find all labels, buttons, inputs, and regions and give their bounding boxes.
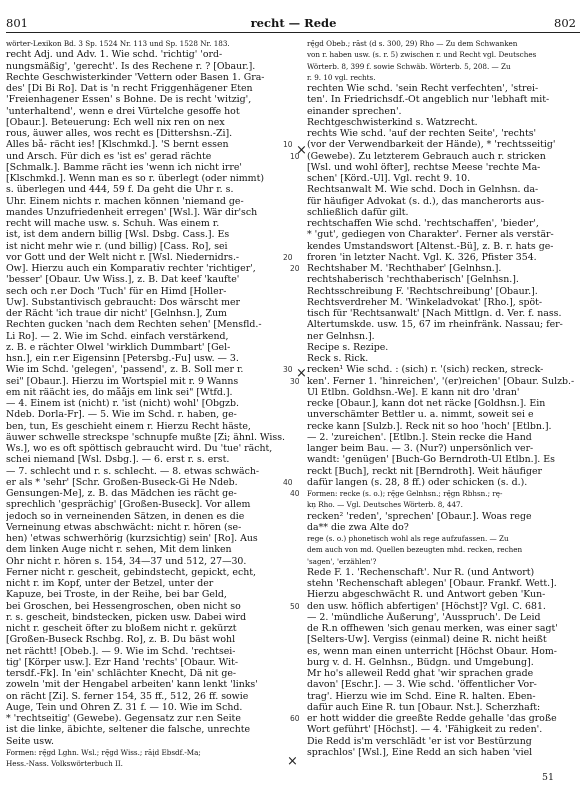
text-line: für häufiger Advokat (s. d.), das mancherorts aus-	[307, 195, 545, 207]
text-line: recht will mache usw. s. Schuh. Was einem r.	[6, 218, 220, 229]
line-number: 40	[283, 477, 293, 487]
page-number-right: 802	[554, 16, 576, 30]
text-line: [Obaur.]. Beteuerung: Ech well nix ren on nex	[6, 116, 225, 128]
text-line: recken² 'reden', 'sprechen' [Obaur.]. Woas rege	[307, 510, 532, 522]
margin-mark: ×	[296, 143, 307, 158]
text-line: Recipe s. Rezipe.	[307, 341, 389, 353]
text-line: rechtshaberisch 'rechthaberisch' [Gelnhsn.].	[307, 274, 519, 286]
text-line: rechtschaffen Wie schd. 'rechtschaffen', 'bieder',	[307, 218, 539, 229]
text-line: hen) 'etwas schwerhörig (kurzsichtig) sein' [Ro]. Aus	[6, 533, 258, 544]
running-head: recht — Rede	[250, 16, 337, 30]
line-number: 40	[290, 489, 300, 498]
page-number-left: 801	[6, 16, 28, 30]
text-line: nicht r. im Kopf, unter der Betzel, unter der	[6, 578, 214, 589]
text-line: er hott widder die greeßte Redde gehalle 'das große	[307, 713, 557, 724]
text-line: * 'gut', gediegen von Charakter'. Ferner als verstär-	[307, 229, 554, 241]
text-line: sech och r.er Doch 'Tuch' für en Himd [Holler-	[6, 285, 227, 297]
text-line: 'unterhaltend', wenn e drei Vürtelche gesoffe hot	[6, 105, 240, 117]
text-line: recke kann [Sulzb.]. Reck nit so hoo 'hoch' [Etlbn.].	[307, 420, 552, 432]
text-line: nungsmäßig', 'gerecht'. Is des Rechene r. ? [Obaur.].	[6, 60, 256, 72]
text-line: on rächt [Zi]. S. ferner 154, 35 ff., 512, 26 ff. sowie	[6, 690, 249, 702]
text-line: [Selters-Uw]. Vergiss (einmal) deine R. nicht heißt	[307, 634, 547, 646]
text-line: sei" [Obaur.]. Hierzu im Wortspiel mit r. 9 Wanns	[6, 375, 239, 387]
text-line: von r. haben usw. (s. r. 5) zwischen r. und Recht vgl. Deutsches	[307, 50, 537, 60]
text-line: Rechtgeschwisterkind s. Watzrecht.	[307, 116, 478, 128]
text-line: Rechtsschreibung F. 'Rechtschreibung' [Obaur.].	[307, 285, 538, 297]
text-line: 'besser' [Obaur. Uw Wiss.], z. B. Dat keef 'kaufte'	[6, 274, 240, 286]
line-number: 20	[290, 264, 300, 273]
right-column	[307, 38, 580, 758]
footer-page-number: 51	[542, 772, 554, 783]
text-line: net rächtt! [Obeb.]. — 9. Wie im Schd. 'rechtsei-	[6, 645, 236, 657]
text-line: Ferner nicht r. gescheit, gebindstecht, gepickt, echt,	[6, 566, 256, 578]
text-line: mandes Unzufriedenheit erregen' [Wsl.]. Wär dir'sch	[6, 206, 258, 218]
text-line: es, wenn man einen unterricht [Höchst Obaur. Hom-	[307, 645, 557, 657]
text-line: er als * 'sehr' [Schr. Großen-Buseck-Gi He Ndeb.	[6, 476, 238, 488]
header-rule	[6, 32, 580, 33]
text-line: [Großen-Buseck Rschbg. Ro], z. B. Du bäst wohl	[6, 634, 236, 646]
text-line: Formen: recke (s. o.); rę̄ge Gelnhsn.; rę̄gn Rbhsn.; rę-	[307, 489, 503, 498]
text-line: Ndeb. Dorla-Fr]. — 5. Wie im Schd. r. haben, ge-	[6, 409, 237, 421]
text-line: zoweln 'mit der Hengabel arbeiten' kann lenkt 'links'	[6, 679, 258, 691]
text-line: ten'. In Friedrichsdf.-Ot angeblich nur 'lebhaft mit-	[307, 94, 550, 106]
text-line: Rechtshaber M. 'Rechthaber' [Gelnhsn.].	[307, 263, 502, 274]
text-line: de R.n offhewen 'sich genau merken, was einer sagt'	[307, 623, 558, 634]
text-line: Wort geführt' [Höchst]. — 4. 'Fähigkeit zu reden'.	[307, 724, 543, 736]
text-line: — 2. 'zureichen'. [Etlbn.]. Stein recke die Hand	[307, 431, 532, 443]
text-line: dafür langen (s. 28, 8 ff.) oder schicken (s. d.).	[307, 476, 528, 488]
text-line: langer beim Bau. — 3. (Nur?) unpersönlich ver-	[307, 443, 534, 454]
text-line: unverschämter Bettler u. a. nimmt, soweit sei e	[307, 409, 534, 421]
text-line: reckt [Buch], reckt nit [Berndroth]. Weit häufiger	[307, 465, 542, 477]
text-line: hsn.], ein r.er Eigensinn [Petersbg.-Fu] usw. — 3.	[6, 353, 239, 364]
text-line: tersdf.-Fk]. In 'ein' schlächter Knecht, Dä nit ge-	[6, 668, 237, 679]
text-line: recken¹ Wie schd. : (sich) r. '(sich) recken, streck-	[307, 364, 544, 376]
text-line: — 4. Einem ist (nicht) r. 'ist (nicht) wohl' [Obgzb.	[6, 398, 239, 409]
text-line: tisch für 'Rechtsanwalt' [Nach Mittlgn. d. Ver. f. nass.	[307, 308, 562, 319]
text-line: und Arsch. Für dich es 'ist es' gerad rächte	[6, 150, 212, 162]
text-line: Rechtsverdreher M. 'Winkeladvokat' [Rho.], spöt-	[307, 296, 543, 308]
text-line: da** die zwa Alte do?	[307, 521, 409, 533]
text-line: Rechtsanwalt M. Wie schd. Doch in Gelnhsn. da-	[307, 184, 539, 196]
margin-mark: ×	[287, 754, 298, 769]
text-line: ist, ist dem andern billig [Wsl. Dsbg. Cass.]. Es	[6, 229, 230, 241]
text-line: Die Redd is'm verschlädt 'er ist vor Bestürzung	[307, 735, 532, 747]
text-line: ben, tun, Es geschieht einem r. Hierzu Recht häste,	[6, 420, 251, 432]
text-line: wörter-Lexikon Bd. 3 Sp. 1524 Nr. 113 und Sp. 1528 Nr. 183.	[6, 39, 230, 48]
line-number: 50	[290, 601, 300, 611]
text-line: Ow]. Hierzu auch ein Komparativ rechter 'richtiger',	[6, 263, 256, 274]
text-line: dem auch von md. Quellen bezeugten mhd. recken, rechen	[307, 545, 523, 555]
line-number: 20	[283, 252, 293, 262]
text-line: sprachlos' [Wsl.], Eine Redd an sich haben 'viel	[307, 746, 533, 758]
text-line: Wörterb. 8, 399 f. sowie Schwäb. Wörterb. 5, 208. — Zu	[307, 61, 511, 71]
text-line: wandt: 'genügen' [Buch-Go Berndroth-Ul Etlbn.]. Es	[307, 454, 555, 466]
text-line: rous, äuwer alles, wos recht es [Dittershsn.-Zi].	[6, 128, 233, 139]
text-line: kendes Umstandswort [Altenst.-Bü], z. B. r. hats ge-	[307, 240, 554, 252]
text-line: [Klschmkd.]. Wenn man es so r. überlegt (oder nimmt)	[6, 173, 265, 184]
line-number: 30	[290, 376, 300, 386]
text-line: jedoch so in verneinenden Sätzen, in denen es die	[6, 510, 245, 522]
text-line: 'sagen', 'erzählen'?	[307, 556, 377, 566]
line-number: 30	[283, 365, 293, 375]
text-line: (vor der Verwendbarkeit der Hände), * 'rechtsseitig'	[307, 139, 556, 151]
text-line: ist die linke, äbichte, seltener die falsche, unrechte	[6, 724, 251, 736]
text-line: dem linken Auge nicht r. sehen, Mit dem linken	[6, 544, 232, 556]
text-line: schei niemand [Wsl. Dsbg.]. — 6. erst r. s. erst.	[6, 454, 230, 466]
text-line: Reck s. Rick.	[307, 353, 369, 364]
text-line: ist nicht mehr wie r. (und billig) [Cass. Ro], sei	[6, 240, 228, 252]
text-line: [Wsl. und wohl öfter], rechtse Meese 'rechte Ma-	[307, 161, 541, 173]
text-line: Ul Etlbn. Goldhsn.-We]. E kann nit dro 'dran'	[307, 386, 520, 398]
text-line: rę̄gd Obeb.; rāst (d s. 300, 29) Rho — Zu dem Schwanken	[307, 39, 518, 48]
text-line: Alles bå- rächt ies! [Klschmkd.]. 'S bernt essen	[6, 139, 229, 151]
text-line: r. 9. 10 vgl. rechts.	[307, 72, 376, 82]
text-line: kņ Rho. — Vgl. Deutsches Wörterb. 8, 447.	[307, 500, 463, 510]
text-line: Ws.], wo es oft spöttisch gebraucht wird. Du 'tue' rächt,	[6, 443, 273, 454]
text-line: Rede F. 1. 'Rechenschaft'. Nur R. (und Antwort)	[307, 566, 535, 578]
text-line: Auge, Tein und Ohren Z. 31 f. — 10. Wie im Schd.	[6, 701, 243, 713]
text-line: 'Freienhagener Essen' s Bohne. De is recht 'witzig',	[6, 94, 252, 106]
text-line: z. B. e rächter Olwel 'wirklich Dummbart' [Gel-	[6, 341, 231, 353]
text-line: Altertumskde. usw. 15, 67 im rheinfränk. Nassau; fer-	[307, 319, 563, 331]
text-line: tig' [Körper usw.]. Ezr Hand 'rechts' [Obaur. Wit-	[6, 656, 239, 668]
margin-mark: ×	[296, 366, 307, 381]
text-line: [Schmalk.]. Bamme rächt ies 'wenn ich nicht irre'	[6, 161, 242, 173]
text-line: Gensungen-Me], z. B. das Mädchen ies rächt ge-	[6, 488, 237, 499]
text-line: einander sprechen'.	[307, 105, 402, 117]
text-line: den usw. höflich abfertigen' [Höchst]? Vgl. C. 681.	[307, 600, 546, 612]
text-line: ner Gelnhsn.].	[307, 330, 375, 342]
text-line: sprechlich 'gesprächig' [Großen-Buseck]. Vor allem	[6, 499, 251, 511]
text-line: recht Adj. und Adv. 1. Wie schd. 'richtig' 'ord-	[6, 49, 223, 61]
text-line: Formen: rę̄gd Lghn. Wsl.; rę̄gd Wiss.; rāįd Ebsdf.-Ma;	[6, 747, 201, 757]
text-line: der Rächt 'ich traue dir nicht' [Gelnhsn.], Zum	[6, 308, 227, 319]
text-line: schließlich dafür gilt.	[307, 206, 409, 218]
text-line: schen' [Körd.-Ul]. Vgl. recht 9. 10.	[307, 173, 471, 184]
text-line: Rechten gucken 'nach dem Rechten sehen' [Mensfld.-	[6, 319, 262, 331]
text-line: des' [Di Bi Ro]. Dat is 'n recht Friggenhägener Eten	[6, 83, 253, 94]
text-line: Verneinung etwas abschwächt: nicht r. hören (se-	[6, 521, 242, 533]
text-line: rechts Wie schd. 'auf der rechten Seite', 'rechts'	[307, 128, 537, 139]
text-line: dafür auch Eine R. tun [Obaur. Nst.]. Scherzhaft:	[307, 701, 541, 713]
text-line: Seite usw.	[6, 735, 55, 747]
text-line: Hierzu abgeschwächt R. und Antwort geben 'Kun-	[307, 589, 546, 601]
text-line: davon' [Eschr.]. — 3. Wie schd. 'öffentlicher Vor-	[307, 679, 537, 691]
text-line: stehn 'Rechenschaft ablegen' [Obaur. Frankf. Wett.].	[307, 578, 557, 589]
text-line: Kapuze, bei Troste, in der Reihe, bei bar Geld,	[6, 589, 227, 601]
text-line: trag'. Hierzu wie im Schd. Eine R. halten. Eben-	[307, 690, 536, 702]
text-line: froren 'in letzter Nacht. Vgl. K. 326, Pfister 354.	[307, 251, 537, 263]
text-line: Wie im Schd. 'gelegen', 'passend', z. B. Soll mer r.	[6, 364, 244, 376]
text-line: recke [Obaur.], kann dot net räcke [Goldhsn.]. Ein	[307, 398, 546, 409]
text-line: vor Gott und der Welt nicht r. [Wsl. Niedernidrs.-	[6, 251, 240, 263]
text-line: burg v. d. H. Gelnhsn., Büdgn. und Umgebung].	[307, 656, 534, 668]
text-line: rege (s. o.) phonetisch wohl als rege aufzufassen. — Zu	[307, 534, 509, 543]
text-line: äuwer schwelle streckspe 'schnupfe mußte [Zi; ähnl. Wiss.	[6, 431, 285, 443]
text-line: r. s. gescheit, bindstecken, picken usw. Dabei wird	[6, 611, 247, 623]
text-line: ken'. Ferner 1. 'hinreichen', '(er)reichen' [Obaur. Sulzb.-	[307, 375, 575, 387]
text-line: Uhr. Einem nichts r. machen können 'niemand ge-	[6, 195, 244, 207]
text-line: Mr ho's alleweil Redd ghat 'wir sprachen grade	[307, 668, 534, 679]
text-line: s. überlegen und 444, 59 f. Da geht die Uhr r. s.	[6, 184, 234, 196]
text-line: Uw]. Substantivisch gebraucht: Dos wärscht mer	[6, 296, 241, 308]
text-line: Hess.-Nass. Volkswörterbuch II.	[6, 759, 123, 768]
text-line: nicht r. gescheit öfter zu bloßem nicht r. gekürzt	[6, 623, 237, 634]
text-line: Rechte Geschwisterkinder 'Vettern oder Basen 1. Gra-	[6, 71, 265, 83]
text-line: Li Ro]. — 2. Wie im Schd. einfach verstärkend,	[6, 330, 229, 342]
text-line: em nit räächt ies, do mååjs em link sei" [Wtfd.].	[6, 386, 233, 398]
text-line: (Gewebe). Zu letzterem Gebrauch auch r. stricken	[307, 150, 546, 162]
text-line: rechten Wie schd. 'sein Recht verfechten', 'strei-	[307, 83, 539, 94]
line-number: 10	[283, 140, 293, 150]
text-line: bei Groschen, bei Hessengroschen, oben nicht so	[6, 600, 241, 612]
line-number: 60	[290, 714, 300, 723]
text-line: * 'rechtseitig' (Gewebe). Gegensatz zur r.en Seite	[6, 713, 241, 724]
text-line: Ohr nicht r. hören s. 154, 34—37 und 512, 27—30.	[6, 555, 247, 567]
text-line: — 2. 'mündliche Äußerung', 'Ausspruch'. De Leid	[307, 611, 541, 623]
line-number: 10	[290, 151, 300, 161]
left-column	[6, 38, 287, 769]
text-line: — 7. schlecht und r. s. schlecht. — 8. etwas schwäch-	[6, 465, 260, 477]
